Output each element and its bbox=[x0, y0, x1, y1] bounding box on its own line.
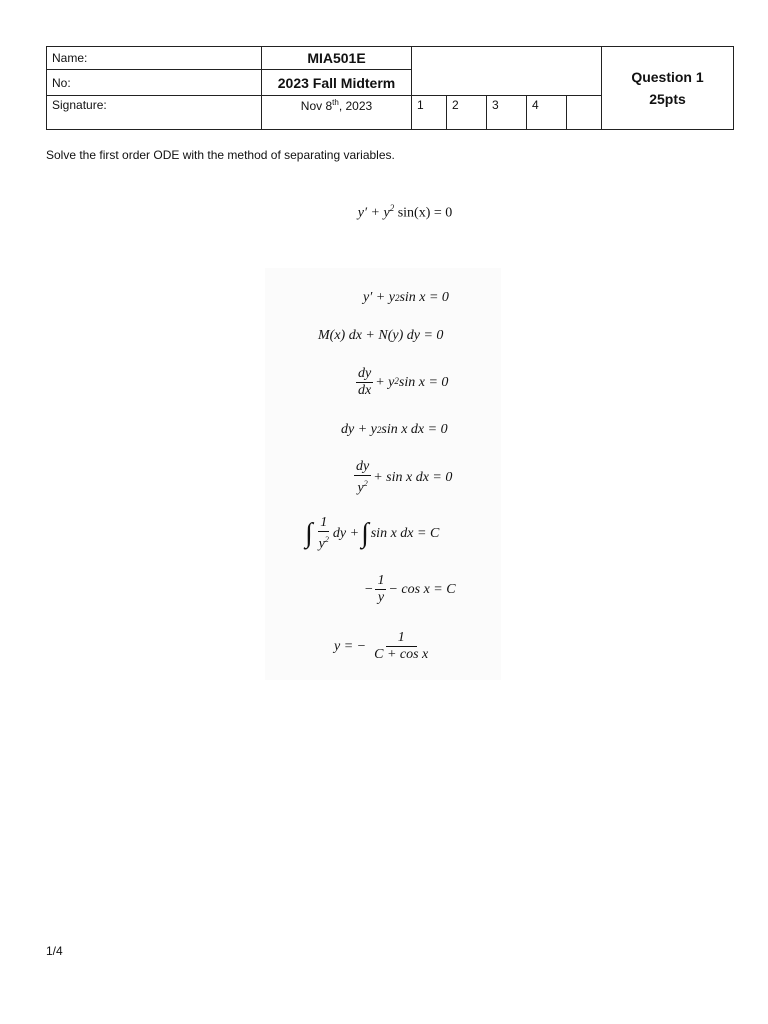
solution-step-6: ∫ $\frac{1}{y^2}$ dy + ∫ sin x dx = C bbox=[305, 515, 440, 552]
solution-step-1: y′ + y 2 sin x = 0 bbox=[363, 290, 449, 305]
score-cell-total[interactable] bbox=[567, 96, 602, 130]
exam-title: 2023 Fall Midterm bbox=[262, 70, 412, 96]
signature-field[interactable]: Signature: bbox=[47, 96, 262, 130]
solution-step-5: $\frac{dy}{y^2}$ + sin x dx = 0 bbox=[356, 459, 453, 496]
fraction-final: $\frac{1}{\text{C + cos x}}$ bbox=[374, 630, 429, 662]
fraction-dy-dx: $\frac{dy}{dx}$ bbox=[358, 366, 372, 398]
score-cell-1[interactable]: 1 bbox=[412, 96, 447, 130]
fraction-1-y: $\frac{1}{y}$ bbox=[377, 573, 385, 605]
score-cell-2[interactable]: 2 bbox=[447, 96, 487, 130]
solution-step-2: M(x) dx + N(y) dy = 0 bbox=[318, 328, 444, 343]
integral-sign: ∫ bbox=[361, 517, 369, 549]
question-cell bbox=[602, 47, 734, 130]
solution-step-7: − $\frac{1}{y}$ − cos x = C bbox=[364, 573, 456, 605]
fraction-dy-y2: $\frac{dy}{y^2}$ bbox=[356, 459, 370, 496]
page-number: 1/4 bbox=[46, 944, 63, 958]
given-equation: $y' + y^2$ sin(x) = 0 bbox=[357, 203, 453, 221]
question-label: Question 1 bbox=[631, 69, 704, 85]
course-code: MIA501E bbox=[262, 47, 412, 70]
solution-step-3: $\frac{dy}{dx}$ + y 2 sin x = 0 bbox=[358, 366, 449, 398]
solution-step-8: y = − $\frac{1}{\text{C + cos x}}$ bbox=[334, 630, 429, 662]
score-cell-4[interactable]: 4 bbox=[527, 96, 567, 130]
instruction-text: Solve the first order ODE with the method of separating variables. bbox=[46, 148, 395, 162]
number-field[interactable]: No: bbox=[47, 70, 262, 96]
exam-date: Nov 8th, 2023 bbox=[262, 96, 412, 130]
name-field[interactable]: Name: bbox=[47, 47, 262, 70]
fraction-1-y2: $\frac{1}{y^2}$ bbox=[318, 515, 329, 552]
solution-step-4: dy + y 2 sin x dx = 0 bbox=[341, 422, 448, 437]
integral-sign: ∫ bbox=[305, 517, 313, 549]
blank-cell bbox=[412, 47, 602, 96]
header-table bbox=[46, 46, 734, 130]
question-points: 25pts bbox=[649, 91, 686, 107]
score-cell-3[interactable]: 3 bbox=[487, 96, 527, 130]
